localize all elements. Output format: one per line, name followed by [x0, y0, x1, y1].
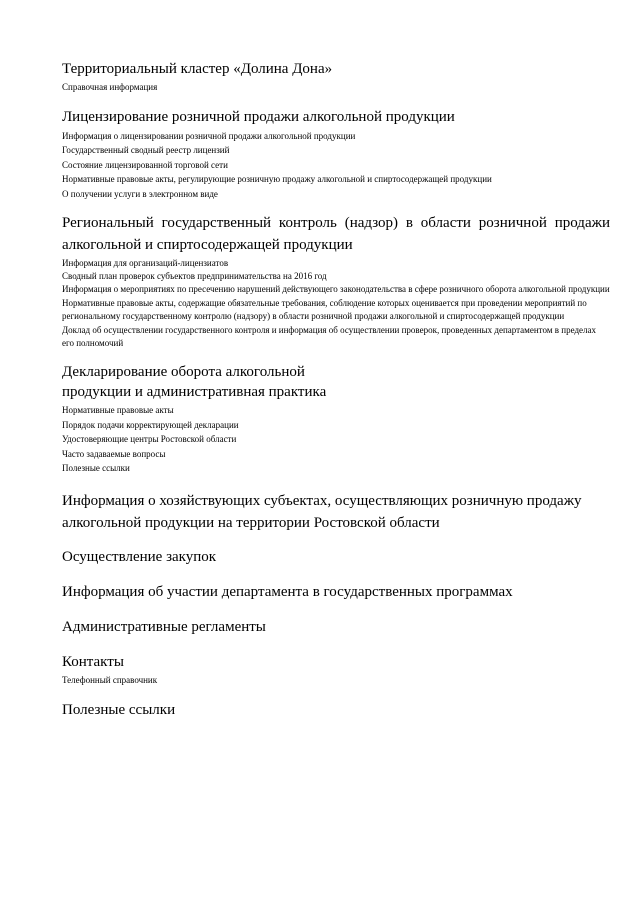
section-declaration [62, 362, 610, 476]
declaration-link-certification-centers[interactable]: Удостоверяющие центры Ростовской области [62, 434, 237, 444]
cluster-heading[interactable]: Территориальный кластер «Долина Дона» [62, 61, 333, 77]
declaration-heading-line1: Декларирование оборота алкогольной [62, 364, 305, 380]
licensing-link-e-service[interactable]: О получении услуги в электронном виде [62, 188, 218, 199]
control-heading[interactable]: Региональный государственный контроль (надзор) в области розничной продажи алкогольной и спиртосодержащей продукции [62, 215, 610, 253]
control-links [62, 257, 610, 350]
contacts-heading[interactable]: Контакты [62, 653, 124, 670]
useful-links-heading[interactable]: Полезные ссылки [62, 702, 176, 718]
section-entities-info [62, 490, 610, 534]
cluster-links [62, 80, 610, 95]
control-link-report[interactable]: Доклад об осуществлении государственного контроля и информация об осуществлении проверок, проведенных департаментом в пределах его полномочий [62, 325, 597, 348]
declaration-link-useful[interactable]: Полезные ссылки [62, 463, 130, 473]
licensing-link-info[interactable]: Информация о лицензировании розничной продажи алкогольной продукции [62, 130, 356, 141]
licensing-link-legal-acts[interactable]: Нормативные правовые акты, регулирующие розничную продажу алкогольной и спиртосодержащей продукции [62, 174, 492, 184]
licensing-link-network-state[interactable]: Состояние лицензированной торговой сети [62, 159, 228, 170]
section-purchases [62, 548, 610, 567]
contacts-link-phonebook[interactable]: Телефонный справочник [62, 674, 158, 685]
declaration-heading-line2: продукции и административная практика [62, 384, 327, 400]
purchases-heading[interactable]: Осуществление закупок [62, 548, 217, 565]
section-useful-links [62, 701, 610, 720]
section-contacts [62, 653, 610, 688]
section-programs [62, 583, 610, 602]
control-link-licensees[interactable]: Информация для организаций-лицензиатов [62, 258, 229, 268]
cluster-link-reference[interactable]: Справочная информация [62, 82, 158, 92]
declaration-link-legal-acts[interactable]: Нормативные правовые акты [62, 405, 174, 415]
section-control [62, 212, 610, 350]
declaration-link-faq[interactable]: Часто задаваемые вопросы [62, 448, 166, 459]
licensing-heading[interactable]: Лицензирование розничной продажи алкогольной продукции [62, 108, 455, 125]
section-licensing [62, 108, 610, 202]
section-regulations [62, 618, 610, 637]
contacts-links [62, 673, 610, 688]
programs-heading[interactable]: Информация об участии департамента в государственных программах [62, 583, 513, 600]
declaration-link-corrective[interactable]: Порядок подачи корректирующей декларации [62, 419, 239, 430]
entities-info-heading[interactable]: Информация о хозяйствующих субъектах, осуществляющих розничную продажу алкогольной продукции на территории Ростовской области [62, 492, 582, 531]
licensing-link-registry[interactable]: Государственный сводный реестр лицензий [62, 145, 230, 155]
control-link-legal-acts[interactable]: Нормативные правовые акты, содержащие обязательные требования, соблюдение которых оценивается при проведении мероприятий по региональному государственному контролю (надзору) в области розничной продажи алкогольной и спиртосодержащей продукции [62, 298, 587, 321]
section-cluster [62, 60, 610, 95]
licensing-links [62, 129, 610, 202]
regulations-heading[interactable]: Административные регламенты [62, 618, 266, 635]
control-link-violations[interactable]: Информация о мероприятиях по пресечению нарушений действующего законодательства в сфере розничного оборота алкогольной продукции [62, 284, 610, 294]
control-link-inspection-plan[interactable]: Сводный план проверок субъектов предпринимательства на 2016 год [62, 271, 327, 281]
declaration-links [62, 403, 610, 476]
document-page [62, 60, 610, 720]
declaration-heading[interactable] [62, 362, 610, 402]
